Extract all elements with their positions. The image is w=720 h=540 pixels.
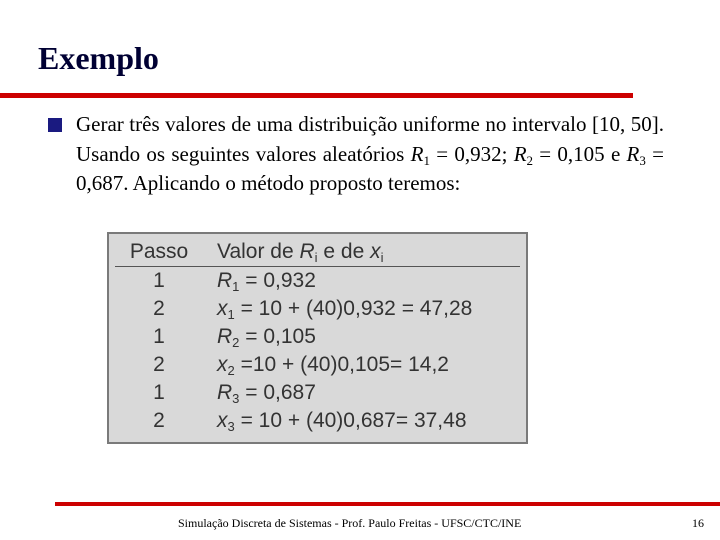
row-step: 1 [153,325,165,348]
row-var-sub: 3 [227,419,235,434]
var-r3-sub: 3 [639,152,646,168]
para-text-4: = 0,687. Aplicando o método proposto teremos: [76,141,664,195]
row-value [217,325,316,349]
header-divider [115,266,520,267]
row-var: R [217,325,233,348]
row-var: R [217,269,233,292]
var-r2-sub: 2 [526,152,534,168]
var-r1: R [410,141,424,166]
row-value [217,269,316,293]
row-step: 1 [153,269,165,292]
row-expression: = 0,105 [239,325,316,348]
row-step: 2 [153,353,165,376]
row-var: R [217,381,233,404]
para-text-3: = 0,105 e [533,141,627,166]
row-expression: = 10 + (40)0,687= 37,48 [234,409,467,432]
table-header [109,236,526,266]
title-divider [0,93,633,98]
header-value-r-sub: i [314,250,318,265]
row-expression: = 0,687 [239,381,316,404]
results-table [107,232,528,444]
page-number: 16 [692,516,704,530]
row-value [217,381,316,405]
row-step: 2 [153,297,165,320]
para-text-2: = 0,932; [429,141,514,166]
row-var-sub: 2 [232,335,240,350]
slide-title: Exemplo [38,40,159,76]
header-value-r: R [299,240,315,263]
bullet-marker [48,118,62,132]
var-r2: R [513,141,527,166]
header-value-x-sub: i [380,250,384,265]
row-value [217,353,449,377]
row-step: 1 [153,381,165,404]
footer-divider [55,502,720,506]
var-r3: R [626,141,640,166]
header-value [217,240,384,264]
bullet-paragraph [76,110,664,199]
row-value [217,297,472,321]
row-value [217,409,467,433]
header-value-pre: Valor de [217,240,300,263]
row-expression: = 0,932 [239,269,316,292]
header-value-x: x [370,240,381,263]
row-var: x [217,409,228,432]
row-var: x [217,353,228,376]
row-var-sub: 2 [227,363,235,378]
row-var: x [217,297,228,320]
row-expression: = 10 + (40)0,932 = 47,28 [234,297,473,320]
para-text-1: Gerar três valores de uma distribuição uniforme no intervalo [10, 50]. Usando os seguintes valores aleatórios [76,112,664,166]
header-value-mid: e de [317,240,371,263]
header-step: Passo [129,240,189,263]
row-var-sub: 3 [232,391,240,406]
row-var-sub: 1 [232,279,240,294]
row-step: 2 [153,409,165,432]
footer-text: Simulação Discreta de Sistemas - Prof. Paulo Freitas - UFSC/CTC/INE [178,516,522,530]
row-expression: =10 + (40)0,105= 14,2 [234,353,449,376]
row-var-sub: 1 [227,307,235,322]
var-r1-sub: 1 [423,152,430,168]
